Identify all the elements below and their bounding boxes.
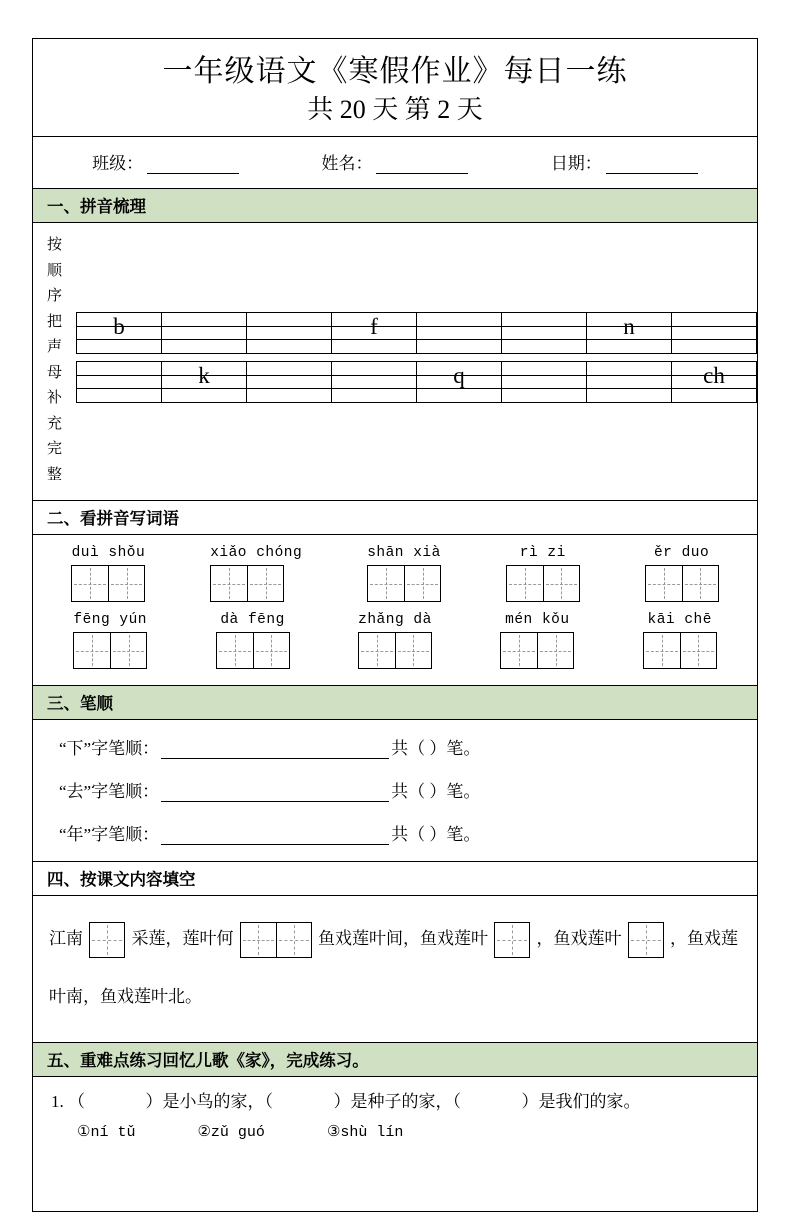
stroke-order-line (33, 734, 757, 759)
section-5-body (33, 1077, 757, 1211)
poem-part: 采莲，莲叶何 (131, 929, 234, 949)
question-options (51, 1122, 743, 1141)
class-label: 班级： (92, 154, 144, 174)
date-field[interactable] (551, 149, 698, 174)
pinyin-cell[interactable] (77, 362, 162, 402)
question-part: ）是我们的家。 (521, 1092, 641, 1112)
tianzi-boxes[interactable] (73, 632, 147, 669)
poem-part: ，鱼戏莲叶南，鱼戏莲叶北。 (49, 929, 738, 1007)
date-blank[interactable] (606, 158, 698, 174)
word-pinyin: rì zi (519, 545, 566, 562)
class-field[interactable] (92, 149, 239, 174)
word-pinyin: xiǎo chóng (210, 545, 303, 562)
option-1[interactable]: ①ní tǔ (77, 1124, 136, 1142)
title-line-1: 一年级语文《寒假作业》每日一练 (162, 55, 628, 88)
pinyin-cell-text: f (370, 313, 378, 339)
stroke-order-line (33, 820, 757, 845)
question-part: ）是种子的家，（ (333, 1092, 461, 1112)
word-pinyin: ěr duo (653, 545, 710, 562)
pinyin-cell[interactable] (672, 313, 756, 353)
word-row (39, 612, 751, 669)
worksheet-title (33, 39, 757, 137)
pinyin-cell-text: ch (703, 362, 725, 388)
word-row (39, 545, 751, 602)
pinyin-cell[interactable] (247, 362, 332, 402)
date-label: 日期： (550, 154, 602, 174)
tianzi-boxes[interactable] (216, 632, 290, 669)
pinyin-cell[interactable] (587, 362, 672, 402)
word-item (506, 545, 580, 602)
question-number: 1. (51, 1092, 64, 1112)
tianzi-boxes[interactable] (645, 565, 719, 602)
tianzi-boxes[interactable] (367, 565, 441, 602)
word-pinyin: mén kǒu (505, 612, 570, 629)
stroke-order-blank[interactable] (161, 785, 389, 802)
word-pinyin: zhǎng dà (358, 612, 432, 629)
tianzi-boxes[interactable] (358, 632, 432, 669)
pinyin-cell[interactable] (162, 362, 247, 402)
word-item (358, 612, 432, 669)
pinyin-cell[interactable] (417, 362, 502, 402)
word-item (367, 545, 441, 602)
section-1-body (33, 223, 757, 501)
stroke-count-suffix: 共（ ）笔。 (391, 825, 481, 845)
section-1-instruction-line-1: 按顺序把声 (47, 237, 63, 356)
pinyin-cell-text: n (623, 313, 635, 339)
pinyin-cell[interactable] (77, 313, 162, 353)
stroke-order-prefix: “下”字笔顺： (59, 739, 160, 759)
section-3-body (33, 720, 757, 862)
pinyin-grid-row-1 (76, 312, 757, 354)
word-pinyin: shān xià (367, 545, 441, 562)
pinyin-grid-row-2 (76, 361, 757, 403)
section-3-heading: 三、笔顺 (33, 686, 757, 720)
tianzi-boxes[interactable] (500, 632, 574, 669)
name-label: 姓名： (321, 154, 373, 174)
word-item (500, 612, 574, 669)
pinyin-cell[interactable] (587, 313, 672, 353)
stroke-order-blank[interactable] (161, 828, 389, 845)
poem-part: ，鱼戏莲叶 (536, 929, 622, 949)
tianzi-boxes[interactable] (643, 632, 717, 669)
pinyin-cell-text: b (113, 313, 125, 339)
section-4-heading: 四、按课文内容填空 (33, 862, 757, 896)
pinyin-four-line-grid (76, 312, 757, 410)
name-field[interactable] (321, 149, 468, 174)
stroke-count-suffix: 共（ ）笔。 (391, 782, 481, 802)
section-1-heading: 一、拼音梳理 (33, 189, 757, 223)
fill-blank-box[interactable] (240, 922, 312, 958)
pinyin-cell[interactable] (502, 362, 587, 402)
tianzi-boxes[interactable] (506, 565, 580, 602)
fill-blank-box[interactable] (628, 922, 664, 958)
option-3[interactable]: ③shù lín (326, 1124, 404, 1142)
word-item (643, 612, 717, 669)
pinyin-cell[interactable] (247, 313, 332, 353)
stroke-order-line (33, 777, 757, 802)
question-part: （ (68, 1092, 85, 1112)
fill-blank-box[interactable] (494, 922, 530, 958)
section-1-instruction (33, 233, 76, 488)
word-pinyin: duì shǒu (71, 545, 146, 562)
pinyin-cell[interactable] (162, 313, 247, 353)
word-pinyin: kāi chē (647, 612, 712, 629)
student-info-row (33, 137, 757, 189)
pinyin-cell[interactable] (332, 313, 417, 353)
title-line-2: 共 20 天 第 2 天 (307, 94, 483, 124)
tianzi-boxes[interactable] (71, 565, 145, 602)
stroke-count-suffix: 共（ ）笔。 (391, 739, 481, 759)
stroke-order-blank[interactable] (161, 742, 389, 759)
question-1 (51, 1087, 743, 1112)
fill-blank-box[interactable] (89, 922, 125, 958)
class-blank[interactable] (147, 158, 239, 174)
pinyin-cell[interactable] (332, 362, 417, 402)
word-item (73, 612, 147, 669)
pinyin-cell[interactable] (672, 362, 756, 402)
poem-part: 江南 (49, 929, 83, 949)
word-item (645, 545, 719, 602)
option-2[interactable]: ②zǔ guó (197, 1124, 265, 1142)
question-part: ）是小鸟的家，（ (145, 1092, 273, 1112)
word-pinyin: dà fēng (220, 612, 285, 629)
tianzi-boxes[interactable] (210, 565, 302, 602)
pinyin-cell-text: q (453, 362, 465, 388)
section-5-heading: 五、重难点练习回忆儿歌《家》，完成练习。 (33, 1043, 757, 1077)
section-2-body (33, 535, 757, 686)
word-pinyin: fēng yún (73, 612, 147, 629)
pinyin-cell[interactable] (417, 313, 502, 353)
worksheet-page (32, 38, 758, 1212)
word-item (216, 612, 290, 669)
word-item (71, 545, 145, 602)
section-1-instruction-line-2: 母补充完整 (47, 364, 63, 483)
stroke-order-prefix: “去”字笔顺： (59, 782, 160, 802)
section-2-heading: 二、看拼音写词语 (33, 501, 757, 535)
section-4-body (33, 896, 757, 1043)
word-item (210, 545, 302, 602)
name-blank[interactable] (376, 158, 468, 174)
poem-part: 鱼戏莲叶间，鱼戏莲叶 (318, 929, 488, 949)
pinyin-cell-text: k (198, 362, 210, 388)
pinyin-cell[interactable] (502, 313, 587, 353)
stroke-order-prefix: “年”字笔顺： (59, 825, 160, 845)
